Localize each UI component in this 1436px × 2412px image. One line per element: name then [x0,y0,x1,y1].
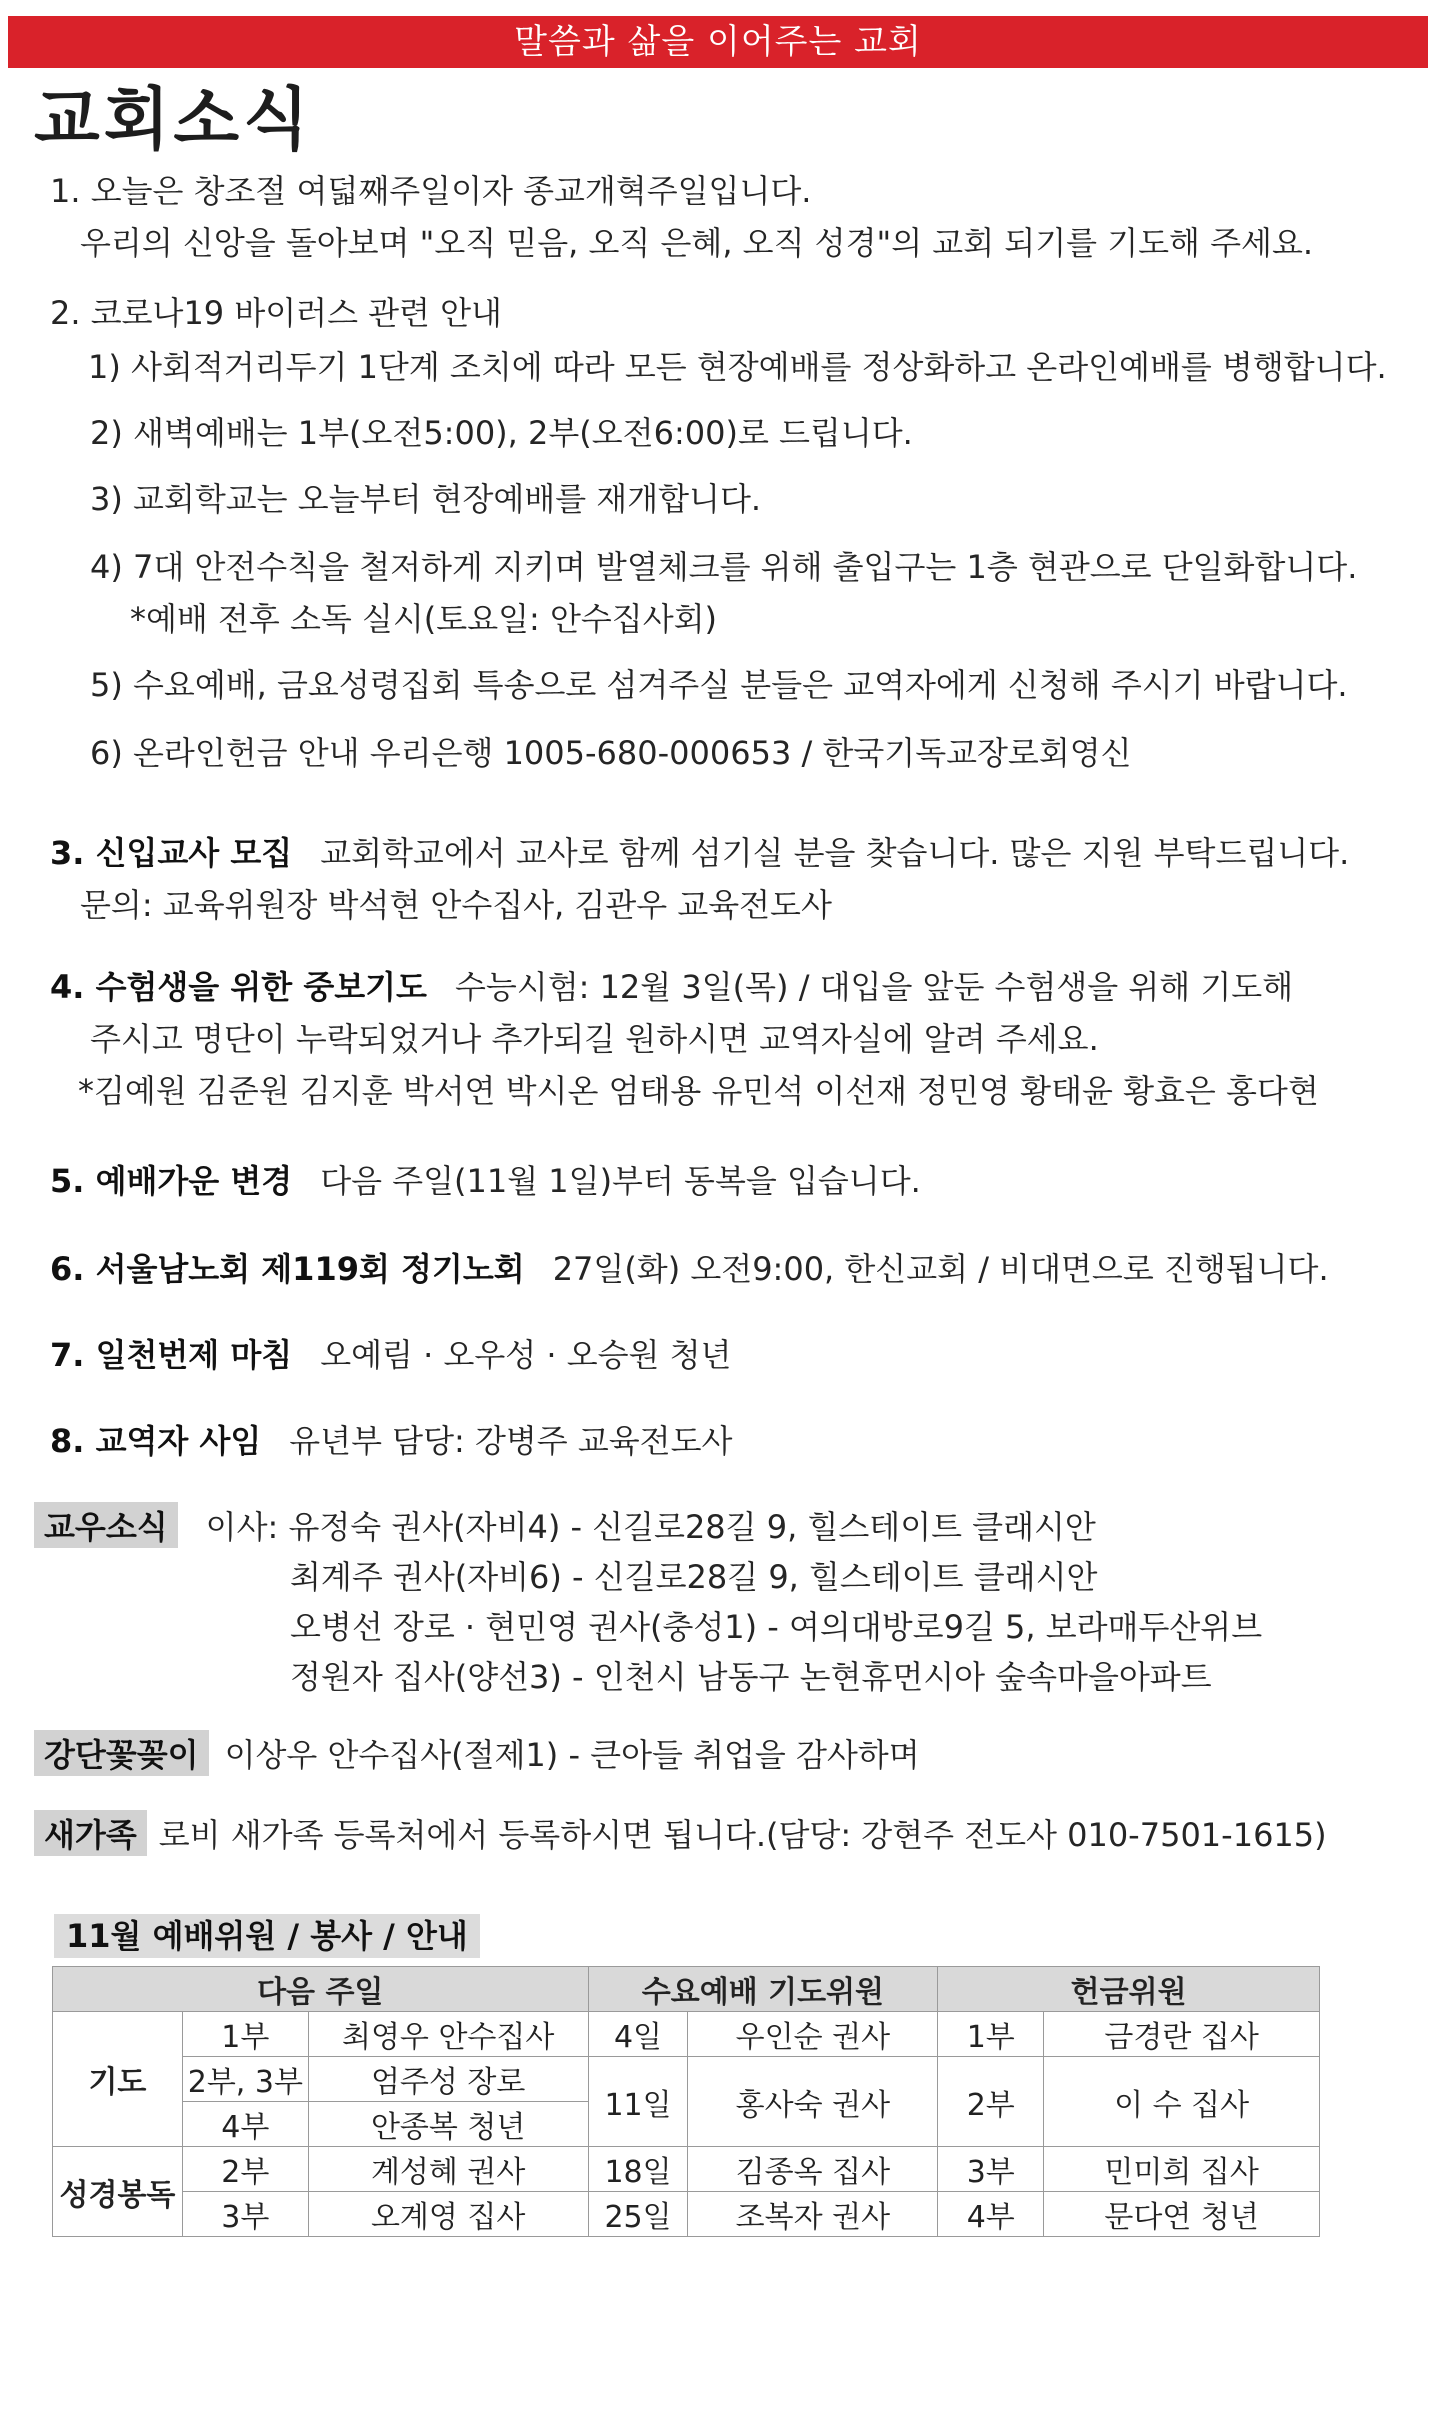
item-1-heading-text: 1. 오늘은 창조절 여덟째주일이자 종교개혁주일입니다. [50,172,812,210]
members-news [34,1502,1096,1548]
flowers [34,1730,920,1776]
person-cell: 계성혜 권사 [308,2147,588,2192]
new-family-text: 로비 새가족 등록처에서 등록하시면 됩니다.(담당: 강현주 전도사 010-7501-1615) [158,1816,1327,1854]
person-cell: 최영우 안수집사 [308,2012,588,2057]
flowers-label: 강단꽃꽂이 [34,1730,209,1776]
item-5-line [50,1156,921,1202]
header-wed-prayer: 수요예배 기도위원 [588,1967,938,2012]
item-2-point-1: 1) 사회적거리두기 1단계 조치에 따라 모든 현장예배를 정상화하고 온라인예배를 병행합니다. [88,348,1387,386]
item-7-heading: 7. 일천번제 마침 [50,1336,293,1374]
item-2-point-6: 6) 온라인헌금 안내 우리은행 1005-680-000653 / 한국기독교장로회영신 [90,734,1132,772]
offering-person-cell: 문다연 청년 [1044,2192,1320,2237]
item-7-line [50,1330,731,1376]
item-5-heading: 5. 예배가운 변경 [50,1162,293,1200]
person-cell: 엄주성 장로 [308,2057,588,2102]
service-cell: 4부 [182,2102,308,2147]
item-6-heading: 6. 서울남노회 제119회 정기노회 [50,1250,525,1288]
service-cell: 3부 [182,2192,308,2237]
members-move-4: 정원자 집사(양선3) - 인천시 남동구 논현휴먼시아 숲속마을아파트 [290,1658,1212,1696]
duty-table [52,1966,1320,2237]
item-2-point-2: 2) 새벽예배는 1부(오전5:00), 2부(오전6:00)로 드립니다. [90,414,913,452]
table-row [53,2192,1320,2237]
page-title: 교회소식 [34,80,313,160]
item-8-text: 유년부 담당: 강병주 교육전도사 [289,1422,733,1460]
offering-person-cell: 이 수 집사 [1044,2057,1320,2147]
table-row [53,2147,1320,2192]
item-2-point-5: 5) 수요예배, 금요성령집회 특송으로 섬겨주실 분들은 교역자에게 신청해 주시기 바랍니다. [90,666,1348,704]
item-2-heading: 2. 코로나19 바이러스 관련 안내 [50,294,502,332]
item-3-contact: 문의: 교육위원장 박석현 안수집사, 김관우 교육전도사 [80,886,832,924]
item-1-heading [50,166,811,212]
item-7-text: 오예림 · 오우성 · 오승원 청년 [320,1336,732,1374]
members-move-1: 유정숙 권사(자비4) - 신길로28길 9, 힐스테이트 클래시안 [288,1508,1096,1546]
wed-day-cell: 18일 [588,2147,688,2192]
offering-service-cell: 4부 [938,2192,1044,2237]
item-4-line [50,962,1293,1008]
item-4-text: 수능시험: 12월 3일(목) / 대입을 앞둔 수험생을 위해 기도해 [454,968,1294,1006]
prayer-category: 기도 [53,2012,183,2147]
item-8-line [50,1416,732,1462]
item-5-text: 다음 주일(11월 1일)부터 동복을 입습니다. [320,1162,921,1200]
members-move-label: 이사: [205,1508,279,1546]
service-cell: 1부 [182,2012,308,2057]
item-6-text: 27일(화) 오전9:00, 한신교회 / 비대면으로 진행됩니다. [552,1250,1329,1288]
item-2-point-3: 3) 교회학교는 오늘부터 현장예배를 재개합니다. [90,480,762,518]
service-cell: 2부 [182,2147,308,2192]
item-4-names: *김예원 김준원 김지훈 박서연 박시온 엄태용 유민석 이선재 정민영 황태윤 황효은 홍다현 [78,1072,1319,1110]
item-2-point-4-note: *예배 전후 소독 실시(토요일: 안수집사회) [130,600,718,638]
item-6-line [50,1244,1329,1290]
duty-section-title: 11월 예배위원 / 봉사 / 안내 [54,1914,480,1958]
person-cell: 오계영 집사 [308,2192,588,2237]
wed-day-cell: 25일 [588,2192,688,2237]
item-8-heading: 8. 교역자 사임 [50,1422,262,1460]
wed-person-cell: 홍사숙 권사 [688,2057,938,2147]
table-row [53,2057,1320,2102]
offering-service-cell: 1부 [938,2012,1044,2057]
table-row [53,2012,1320,2057]
scripture-category: 성경봉독 [53,2147,183,2237]
item-3-text: 교회학교에서 교사로 함께 섬기실 분을 찾습니다. 많은 지원 부탁드립니다. [320,834,1350,872]
person-cell: 안종복 청년 [308,2102,588,2147]
header-banner: 말씀과 삶을 이어주는 교회 [8,16,1428,68]
header-next-sunday: 다음 주일 [53,1967,589,2012]
item-1-subtext: 우리의 신앙을 돌아보며 "오직 믿음, 오직 은혜, 오직 성경"의 교회 되기를 기도해 주세요. [80,224,1314,262]
item-4-subtext: 주시고 명단이 누락되었거나 추가되길 원하시면 교역자실에 알려 주세요. [90,1020,1099,1058]
duty-table-header [53,1967,1320,2012]
offering-person-cell: 금경란 집사 [1044,2012,1320,2057]
item-2-point-4: 4) 7대 안전수칙을 철저하게 지키며 발열체크를 위해 출입구는 1층 현관으로 단일화합니다. [90,548,1358,586]
item-3-heading: 3. 신입교사 모집 [50,834,293,872]
item-3-line [50,828,1349,874]
wed-day-cell: 4일 [588,2012,688,2057]
wed-day-cell: 11일 [588,2057,688,2147]
members-move-2: 최계주 권사(자비6) - 신길로28길 9, 힐스테이트 클래시안 [290,1558,1098,1596]
offering-person-cell: 민미희 집사 [1044,2147,1320,2192]
new-family [34,1810,1327,1856]
members-news-label: 교우소식 [34,1502,178,1548]
header-offering: 헌금위원 [938,1967,1320,2012]
wed-person-cell: 우인순 권사 [688,2012,938,2057]
wed-person-cell: 김종옥 집사 [688,2147,938,2192]
service-cell: 2부, 3부 [182,2057,308,2102]
new-family-label: 새가족 [34,1810,147,1856]
flowers-text: 이상우 안수집사(절제1) - 큰아들 취업을 감사하며 [224,1736,920,1774]
offering-service-cell: 3부 [938,2147,1044,2192]
offering-service-cell: 2부 [938,2057,1044,2147]
item-4-heading: 4. 수험생을 위한 중보기도 [50,968,427,1006]
wed-person-cell: 조복자 권사 [688,2192,938,2237]
members-move-3: 오병선 장로 · 현민영 권사(충성1) - 여의대방로9길 5, 보라매두산위브 [290,1608,1263,1646]
